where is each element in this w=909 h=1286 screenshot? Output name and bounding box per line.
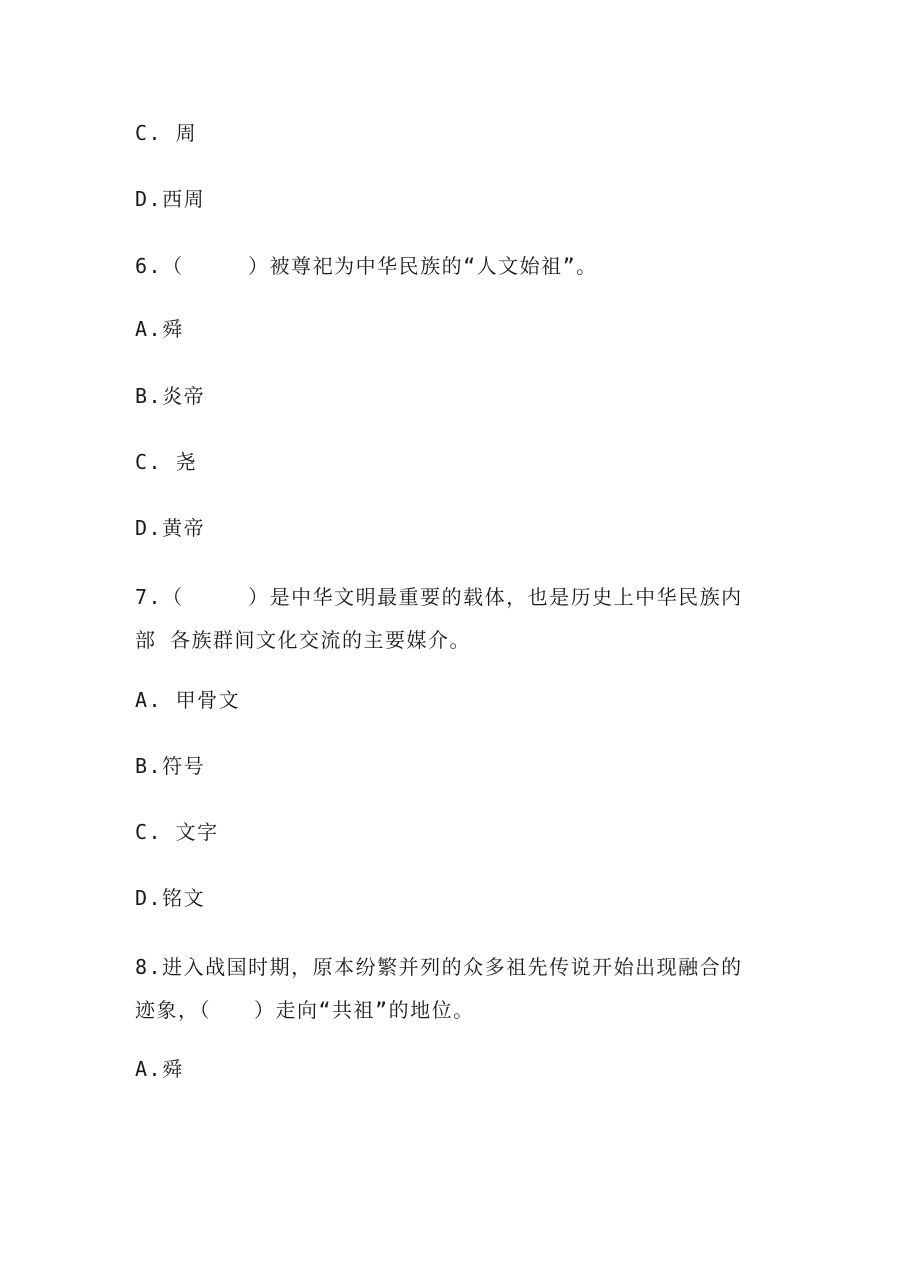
q6-option-a: A.舜	[135, 317, 184, 341]
q7-option-c: C. 文字	[135, 820, 219, 844]
q7-option-a: A. 甲骨文	[135, 688, 241, 712]
question-7-line-1: 7.（ ）是中华文明最重要的载体，也是历史上中华民族内	[135, 585, 743, 609]
q7-option-d: D.铭文	[135, 886, 206, 910]
question-7-line-2: 部 各族群间文化交流的主要媒介。	[135, 628, 472, 652]
q5-option-d: D.西周	[135, 187, 206, 211]
question-8-line-2: 迹象，（ ）走向“共祖”的地位。	[135, 998, 475, 1022]
q7-option-b: B.符号	[135, 754, 206, 778]
q8-option-a: A.舜	[135, 1057, 184, 1081]
q6-option-d: D.黄帝	[135, 516, 206, 540]
q6-option-b: B.炎帝	[135, 384, 206, 408]
question-8-line-1: 8.进入战国时期，原本纷繁并列的众多祖先传说开始出现融合的	[135, 955, 743, 979]
q5-option-c: C. 周	[135, 121, 198, 145]
question-6: 6.（ ）被尊祀为中华民族的“人文始祖”。	[135, 254, 598, 278]
q6-option-c: C. 尧	[135, 450, 198, 474]
